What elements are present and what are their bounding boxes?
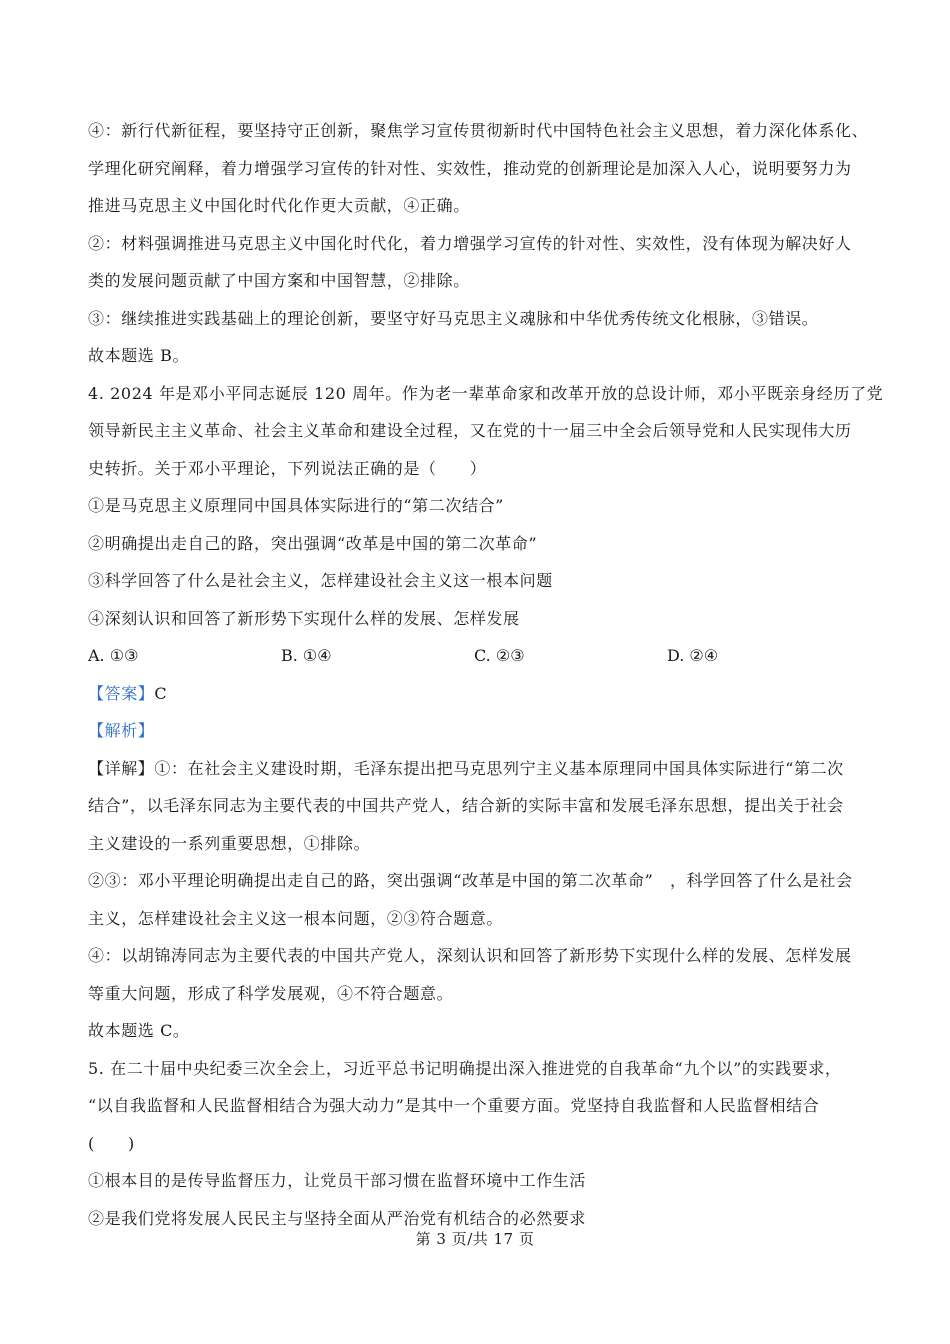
text-line: ④：新行代新征程，要坚持守正创新，聚焦学习宣传贯彻新时代中国特色社会主义思想，着力深化体系化、 [88,121,869,140]
statement-line: ①根本目的是传导监督压力，让党员干部习惯在监督环境中工作生活 [88,1171,587,1190]
document-body [88,112,884,1237]
analysis-line [88,712,878,750]
text-line: 类的发展问题贡献了中国方案和中国智慧，②排除。 [88,271,470,290]
answer-line [88,675,878,713]
text-line: 主义建设的一系列重要思想，①排除。 [88,833,371,853]
question-5-stem: “以自我监督和人民监督相结合为强大动力”是其中一个重要方面。党坚持自我监督和人民监督相结合 [88,1096,820,1115]
question-4-stem: 史转折。关于邓小平理论，下列说法正确的是（ ） [88,458,487,478]
page-footer: 第 3 页/共 17 页 [415,1230,535,1248]
option-a: A. ①③ [88,646,139,665]
statement-line: ①是马克思主义原理同中国具体实际进行的“第二次结合” [88,496,504,515]
answer-value: C [154,683,168,703]
option-c: C. ②③ [474,646,525,665]
text-line: ②：材料强调推进马克思主义中国化时代化，着力增强学习宣传的针对性、实效性，没有体现为解决好人 [88,233,852,253]
text-line: ③：继续推进实践基础上的理论创新，要坚守好马克思主义魂脉和中华优秀传统文化根脉，③错误。 [88,308,819,328]
text-line: 推进马克思主义中国化时代化作更大贡献，④正确。 [88,196,470,215]
text-line: 结合”，以毛泽东同志为主要代表的中国共产党人，结合新的实际丰富和发展毛泽东思想，提出关于社会 [88,796,844,815]
detail-line [88,750,878,788]
text-line: 学理化研究阐释，着力增强学习宣传的针对性、实效性，推动党的创新理论是加深入人心，说明要努力为 [88,158,852,178]
detail-tag: 【详解】 [88,758,155,778]
text-line: ②③：邓小平理论明确提出走自己的路，突出强调“改革是中国的第二次革命” ，科学回答了什么是社会 [88,871,853,890]
question-4-stem: 4. 2024 年是邓小平同志诞辰 120 周年。作为老一辈革命家和改革开放的总设计师，邓小平既亲身经历了党 [88,383,884,403]
statement-line: ②是我们党将发展人民民主与坚持全面从严治党有机结合的必然要求 [88,1208,587,1228]
option-b: B. ①④ [281,646,332,665]
analysis-tag: 【解析】 [88,721,155,740]
statement-line: ②明确提出走自己的路，突出强调“改革是中国的第二次革命” [88,533,538,553]
question-4-stem: 领导新民主主义革命、社会主义革命和建设全过程，又在党的十一届三中全会后领导党和人民实现伟大历 [88,421,852,440]
option-d: D. ②④ [667,646,719,665]
text-line: ④：以胡锦涛同志为主要代表的中国共产党人，深刻认识和回答了新形势下实现什么样的发展、怎样发展 [88,946,852,965]
statement-line: ④深刻认识和回答了新形势下实现什么样的发展、怎样发展 [88,608,520,628]
answer-tag: 【答案】 [88,683,155,703]
statement-line: ③科学回答了什么是社会主义，怎样建设社会主义这一根本问题 [88,571,553,590]
answer-options [88,637,878,675]
conclusion-line: 故本题选 C。 [88,1021,190,1040]
detail-text: ①：在社会主义建设时期，毛泽东提出把马克思列宁主义基本原理同中国具体实际进行“第二次 [154,758,844,778]
conclusion-line: 故本题选 B。 [88,346,190,365]
text-line: 主义，怎样建设社会主义这一根本问题，②③符合题意。 [88,908,504,928]
question-5-stem: ( ) [88,1133,135,1153]
text-line: 等重大问题，形成了科学发展观，④不符合题意。 [88,983,454,1003]
question-5-stem: 5. 在二十届中央纪委三次全会上，习近平总书记明确提出深入推进党的自我革命“九个以”的实践要求， [88,1058,842,1078]
